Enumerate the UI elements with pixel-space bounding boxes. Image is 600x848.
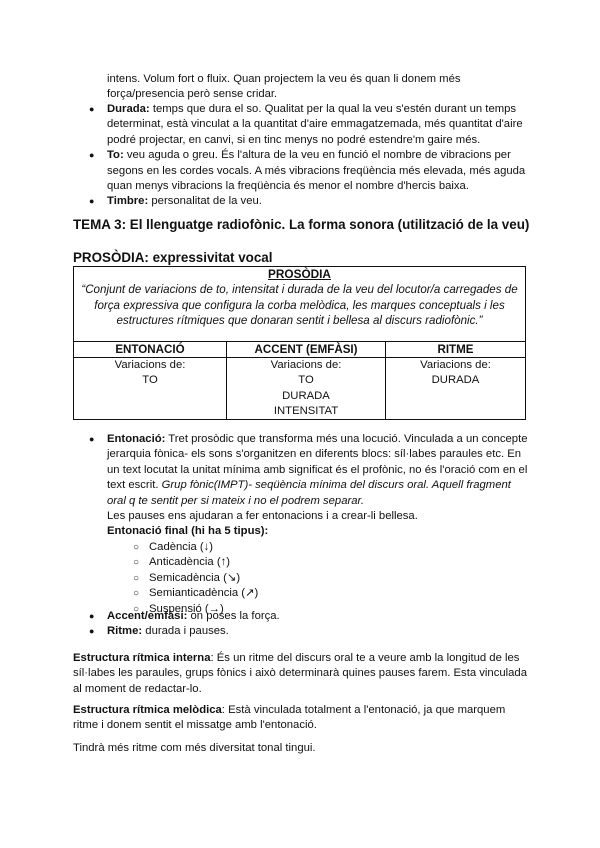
term: Ritme: <box>107 625 143 638</box>
definition: : Està vinculada totalment a l'entonació, ja que marquem ritme i donem sentit el missatge amb l'entonació. <box>73 704 506 732</box>
list-item-entonacio <box>89 432 529 540</box>
definition: on poses la força. <box>187 610 280 622</box>
intonation-types-list <box>133 540 533 617</box>
list-item: ○ Anticadència (↑) <box>133 555 533 570</box>
list-item: ○ Semicadència (↘) <box>133 571 533 586</box>
term: To: <box>107 149 124 162</box>
table-cell <box>74 357 227 420</box>
paragraph-estructura-melodica <box>73 703 529 734</box>
cell-line: TO <box>142 374 158 387</box>
definition: : És un ritme del discurs oral te a veure amb la longitud de les síl·labes les paraules, grups fònics i això determinarà quines pauses farem. Esta vinculada al moment de redactar-lo. <box>73 652 527 695</box>
list-item-timbre <box>89 194 529 209</box>
list-item: ○ Semianticadència (↗) <box>133 586 533 601</box>
paragraph-estructura-interna <box>73 651 529 697</box>
closing-paragraph: Tindrà més ritme com més diversitat tonal tingui. <box>73 742 316 754</box>
term: Timbre: <box>107 195 149 208</box>
prosodia-table <box>73 266 526 420</box>
term: Accent/emfàsi: <box>107 610 188 622</box>
section-heading-prosodia: PROSÒDIA: expressivitat vocal <box>73 250 273 265</box>
list-item: ○ Suspensió (→) <box>133 602 533 617</box>
cell-line: Variacions de: <box>270 358 342 371</box>
prosodia-definition-cell <box>74 267 526 342</box>
term: Estructura rítmica melòdica <box>73 704 222 716</box>
column-header: ACCENT (EMFÀSI) <box>227 341 386 357</box>
definition: durada i pauses. <box>142 625 229 638</box>
intro-line: força/presencia però sense cridar. <box>107 88 278 101</box>
definition: temps que dura el so. Qualitat per la qual la veu s'estén durant un temps determinat, està vinculat a la quantitat d'aire emmagatzemada, més quantitat d'aire podré projectar, en canvi, si en tinc menys no podré estendre'm gaire més. <box>107 103 523 146</box>
column-header: ENTONACIÓ <box>74 341 227 357</box>
pauses-note: Les pauses ens ajudaran a fer entonacions i a crear-li bellesa. <box>107 510 418 523</box>
list-item-durada <box>89 102 529 148</box>
term: Entonació: <box>107 433 166 445</box>
intro-continuation <box>107 72 527 103</box>
definition: personalitat de la veu. <box>148 195 262 208</box>
cell-line: Variacions de: <box>420 358 491 371</box>
definition: veu aguda o greu. És l'altura de la veu en funció el nombre de vibracions per segons en les cordes vocals. A més vibracions freqüència més elevada, més aguda quan menys vibracions la freqüència és menor el nombre d'hercis baixa. <box>107 149 526 193</box>
prosodia-quote: “Conjunt de variacions de to, intensitat i durada de la veu del locutor/a carregades de força expressiva que configura la corba melòdica, les marques conceptuals i les estructures rítmiques que donaran sentit i bellesa al discurs radiofònic.” <box>81 283 518 328</box>
list-item-accent <box>89 609 529 624</box>
table-title: PROSÒDIA <box>268 267 331 281</box>
list-item-ritme <box>89 624 529 639</box>
voice-qualities-list <box>89 102 529 210</box>
final-intonation-label: Entonació final (hi ha 5 tipus): <box>107 525 269 538</box>
accent-rhythm-list <box>89 609 529 640</box>
term: Estructura rítmica interna <box>73 652 211 664</box>
term: Durada: <box>107 103 150 115</box>
definition: Tret prosòdic que transforma més una locució. Vinculada a un concepte jerarquia fònica- els sons s'organitzen en diferents blocs: síl·labes paraules etc. En un text locutat la unitat mínima amb significat és el profònic, no és l'oració com en el text escrit. <box>107 433 528 492</box>
cell-line: TO <box>298 374 314 387</box>
intro-line: intens. Volum fort o fluix. Quan projectem la veu és quan li donem més <box>107 73 461 85</box>
cell-line: Variacions de: <box>114 358 186 371</box>
list-item-to <box>89 148 529 194</box>
cell-line: DURADA <box>282 389 330 402</box>
prosody-elements-list <box>89 432 529 540</box>
cell-line: INTENSITAT <box>273 405 339 417</box>
list-item: ○ Cadència (↓) <box>133 540 533 555</box>
table-cell <box>227 357 386 420</box>
cell-line: DURADA <box>431 374 480 387</box>
section-heading-tema: TEMA 3: El llenguatge radiofònic. La forma sonora (utilització de la veu) <box>73 217 530 232</box>
table-cell <box>386 357 526 420</box>
definition-italic: Grup fònic(IMPT)- seqüència mínima del discurs oral. Aquell fragment oral q te sentit per si mateix i no el podrem separar. <box>107 479 511 507</box>
column-header: RITME <box>386 341 526 357</box>
